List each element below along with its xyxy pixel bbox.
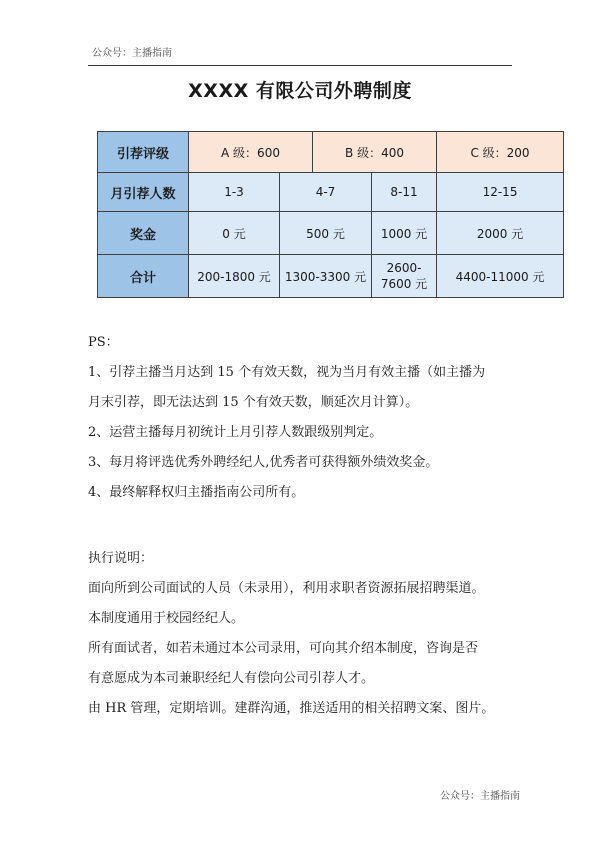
- table-cell: 8-11: [372, 173, 437, 212]
- table-cell: B 级：400: [313, 132, 437, 173]
- table-cell: 2600-7600 元: [372, 255, 437, 298]
- section-gap: [88, 508, 528, 544]
- row-label-monthly-referrals: 月引荐人数: [98, 173, 189, 212]
- table-row: [98, 212, 564, 255]
- table-cell: 1300-3300 元: [280, 255, 372, 298]
- ps-item: 1、引荐主播当月达到 15 个有效天数，视为当月有效主播（如主播为: [88, 365, 486, 380]
- execution-line: 所有面试者，如若未通过本公司录用，可向其介绍本制度，咨询是否: [88, 641, 479, 656]
- recruitment-table: [97, 131, 564, 298]
- execution-line: 有意愿成为本司兼职经纪人有偿向公司引荐人才。: [88, 671, 375, 686]
- table-row: [98, 132, 564, 173]
- table-row: [98, 173, 564, 212]
- table-cell: C 级：200: [437, 132, 564, 173]
- table-cell: 12-15: [437, 173, 564, 212]
- row-label-bonus: 奖金: [98, 212, 189, 255]
- execution-line: 由 HR 管理，定期培训。建群沟通，推送适用的相关招聘文案、图片。: [88, 701, 495, 716]
- execution-heading: 执行说明：: [88, 551, 154, 566]
- execution-line: 面向所到公司面试的人员（未录用），利用求职者资源拓展招聘渠道。: [88, 581, 485, 596]
- table-cell: 500 元: [280, 212, 372, 255]
- row-label-rating: 引荐评级: [98, 132, 189, 173]
- table-cell: 0 元: [189, 212, 280, 255]
- header-account: 公众号：主播指南: [92, 48, 172, 59]
- notes-section: [88, 328, 528, 724]
- ps-item: 3、每月将评选优秀外聘经纪人,优秀者可获得额外绩效奖金。: [88, 455, 439, 470]
- document-title: XXXX 有限公司外聘制度: [188, 80, 412, 102]
- table-cell: A 级：600: [189, 132, 313, 173]
- ps-item: 月末引荐，即无法达到 15 个有效天数，顺延次月计算）。: [88, 395, 419, 410]
- ps-heading: PS：: [88, 335, 119, 350]
- table-cell: 1000 元: [372, 212, 437, 255]
- table-cell: 4-7: [280, 173, 372, 212]
- table-cell: 4400-11000 元: [437, 255, 564, 298]
- header-rule: [88, 65, 512, 66]
- table-cell: 1-3: [189, 173, 280, 212]
- table-cell: 2000 元: [437, 212, 564, 255]
- execution-line: 本制度通用于校园经纪人。: [88, 611, 245, 626]
- row-label-total: 合计: [98, 255, 189, 298]
- ps-item: 4、最终解释权归主播指南公司所有。: [88, 485, 305, 500]
- table-cell: 200-1800 元: [189, 255, 280, 298]
- table-row: [98, 255, 564, 298]
- ps-item: 2、运营主播每月初统计上月引荐人数跟级别判定。: [88, 425, 383, 440]
- footer-account: 公众号：主播指南: [440, 791, 520, 802]
